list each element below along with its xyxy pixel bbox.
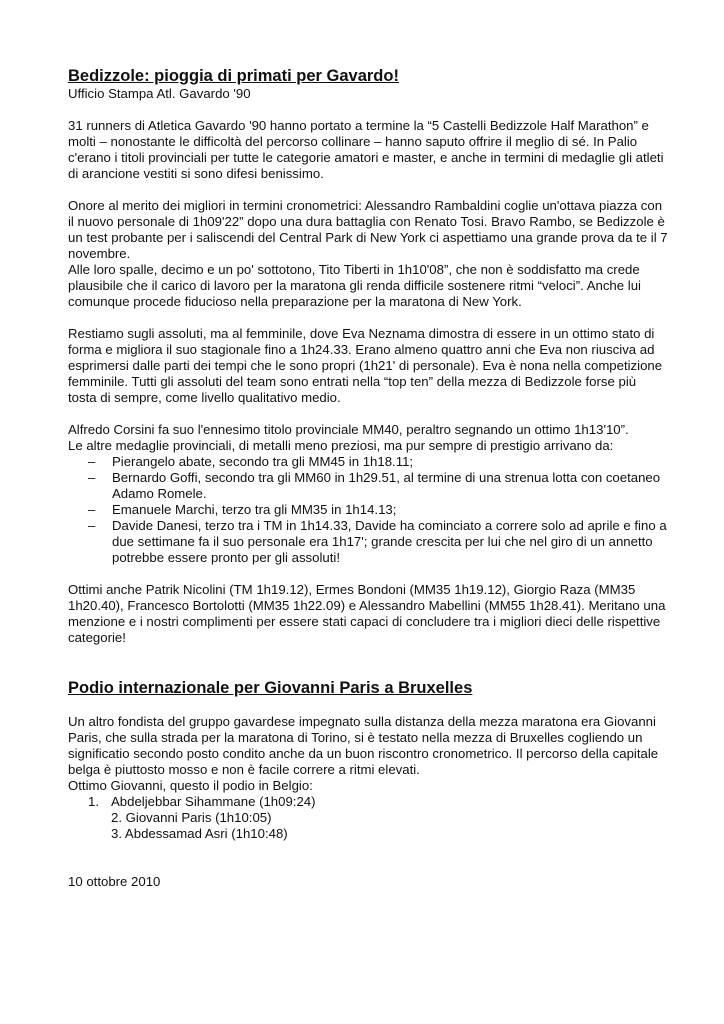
paragraph-others: Ottimi anche Patrik Nicolini (TM 1h19.12), Ermes Bondoni (MM35 1h19.12), Giorgio Raza (MM35 1h20.40), Francesco Bortolotti (MM35 1h22.09) e Alessandro Mabellini (MM55 1h28.41). Meritano una menzione e i nostri complimenti per essere stati capaci di concludere tra i migliori dieci delle rispettive categorie! [68,582,666,645]
paragraph-rambaldini: Onore al merito dei migliori in termini cronometrici: Alessandro Rambaldini coglie un'ottava piazza con il nuovo personale di 1h09'22” dopo una dura battaglia con Renato Tosi. Bravo Rambo, se Bedizzole è un test probante per i saliscendi del Central Park di New York ci aspettiamo una grande prova da te il 7 novembre. [68,198,668,261]
paragraph-intro: 31 runners di Atletica Gavardo '90 hanno portato a termine la “5 Castelli Bedizzole Half Marathon” e molti – nonostante le difficoltà del percorso collinare – hanno saputo offrire il meglio di sé. In Palio c'erano i titoli provinciali per tutte le categorie amatori e master, e anche in termini di medaglie gli atleti di arancione vestiti si sono difesi benissimo. [68,118,664,181]
article-byline: Ufficio Stampa Atl. Gavardo '90 [68,86,251,101]
list-item: – Emanuele Marchi, terzo tra gli MM35 in 1h14.13; [88,502,397,517]
list-item: 2. Giovanni Paris (1h10:05) [111,810,272,825]
podium-list [68,794,668,842]
paragraph-corsini: Alfredo Corsini fa suo l'ennesimo titolo provinciale MM40, peraltro segnando un ottimo 1h13'10”. [68,422,629,437]
dash-bullet: – [88,518,96,533]
list-item: – Pierangelo abate, secondo tra gli MM45 in 1h18.11; [88,454,414,469]
paragraph-medals-intro: Le altre medaglie provinciali, di metalli meno preziosi, ma pur sempre di prestigio arrivano da: [68,438,614,453]
article-title: Bedizzole: pioggia di primati per Gavardo! [68,67,399,85]
list-item: – Davide Danesi, terzo tra i TM in 1h14.33, Davide ha cominciato a correre solo ad aprile e fino a due settimane fa il suo personale era 1h17'; grande crescita per lui che nel giro di un annetto potrebbe essere pronto per gli assoluti! [88,518,667,565]
section-title: Podio internazionale per Giovanni Paris a Bruxelles [68,679,473,697]
document-date: 10 ottobre 2010 [68,874,161,889]
list-item: – Bernardo Goffi, secondo tra gli MM60 in 1h29.51, al termine di una strenua lotta con coetaneo Adamo Romele. [88,470,661,501]
paragraph-podium-intro: Ottimo Giovanni, questo il podio in Belgio: [68,778,313,793]
list-item: 3. Abdessamad Asri (1h10:48) [111,826,288,841]
dash-bullet: – [88,502,96,517]
document-page [68,66,668,890]
dash-bullet: – [88,470,96,485]
dash-bullet: – [88,454,96,469]
paragraph-neznama: Restiamo sugli assoluti, ma al femminile, dove Eva Neznama dimostra di essere in un ottimo stato di forma e migliora il suo stagionale fino a 1h24.33. Erano almeno quattro anni che Eva non riusciva ad esprimersi dalle parti dei tempi che le sono propri (1h21' di personale). Eva è nona nella competizione femminile. Tutti gli assoluti del team sono entrati nella “top ten” della mezza di Bedizzole forse più tosta di sempre, come livello qualitativo medio. [68,326,663,405]
paragraph-paris: Un altro fondista del gruppo gavardese impegnato sulla distanza della mezza maratona era Giovanni Paris, che sulla strada per la maratona di Torino, si è testato nella mezza di Bruxelles cogliendo un significatio secondo posto condito anche da un buon riscontro cronometrico. Il percorso della capitale belga è piuttosto mosso e non è facile correre a ritmi elevati. [68,714,659,777]
paragraph-tiberti: Alle loro spalle, decimo e un po' sottotono, Tito Tiberti in 1h10'08”, che non è soddisfatto ma crede plausibile che il carico di lavoro per la maratona gli renda difficile sostenere ritmi “veloci”. Anche lui comunque procede fiducioso nella preparazione per la maratona di New York. [68,262,641,309]
medal-list [68,454,668,566]
list-item: 1. Abdeljebbar Sihammane (1h09:24) [88,794,316,809]
